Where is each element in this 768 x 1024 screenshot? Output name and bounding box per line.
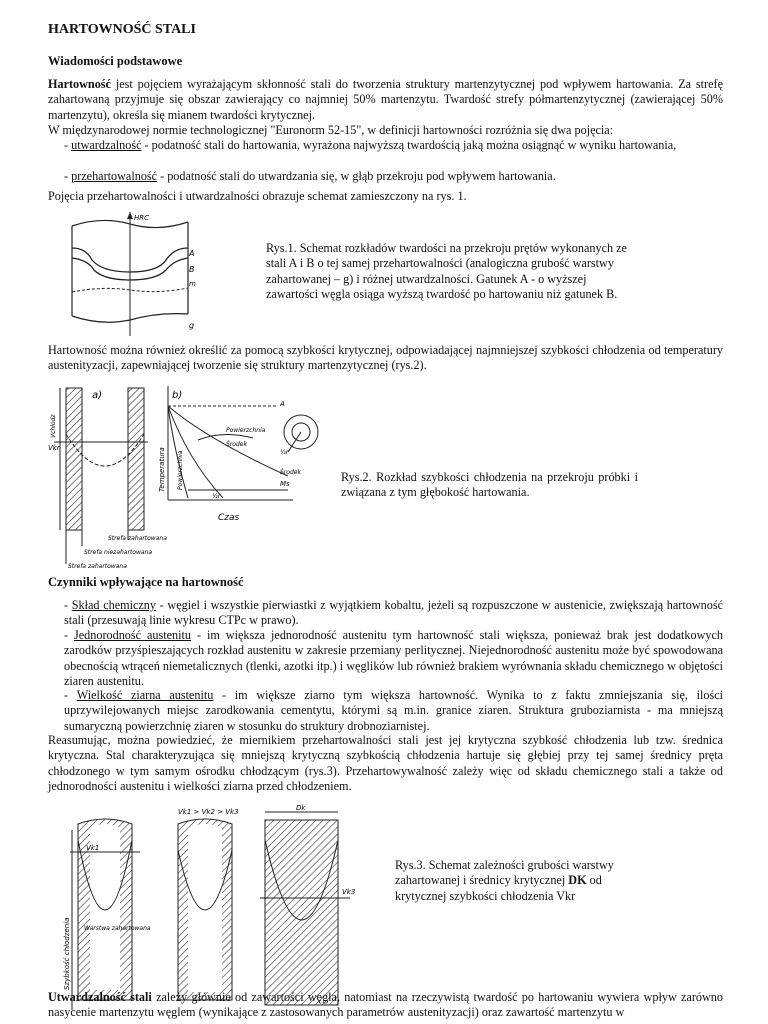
paragraph-utwardzalnosc-stali (48, 990, 723, 1021)
term-wielkosc-ziarna: Wielkość ziarna austenitu (76, 688, 214, 702)
bullet-wielkosc-ziarna: - Wielkość ziarna austenitu - im większe ziarno tym większa hartowność. Wynika to z faktu zmniejszania się, ilości uprzywilejowanych miejsc zarodkowania cementytu, którymi są m.in. granice ziaren. Struktura gruboziarnista - ma mniejszą sumaryczną powierzchnię ziaren w stosunku do struktury drobnoziarnistej. (64, 688, 724, 733)
fig2-label-a: a) (92, 390, 103, 401)
paragraph-reasumujac: Reasumując, można powiedzieć, że miernikiem przehartowalności stali jest jej krytyczna szybkość chłodzenia lub tzw. średnica krytyczna. Stal charakteryzująca się mniejszą krytyczną szybkością chłodzenia hartuje się głębiej przy tej samej średnicy pręta chłodzonego w tym samym ośrodku chłodzącym (rys.3). Przehartowywalność zależy więc od składu chemicznego stali a także od jednorodności austenitu i wielkości ziarna przed chłodzeniem. (48, 733, 723, 793)
fig3-rod-1 (63, 819, 151, 1010)
paragraph-euronorm: W międzynarodowej normie technologicznej "Euronorm 52-15", w definicji hartowności rozróżnia się dwa pojęcia: (48, 123, 614, 137)
figure-3-caption (395, 858, 640, 904)
figure-3-critical-diameter-diagram (60, 800, 360, 1020)
figure-2-cooling-diagram (48, 380, 323, 570)
term-jednorodnosc: Jednorodność austenitu (74, 628, 192, 642)
paragraph-szybkosc-krytyczna: Hartowność można również określić za pomocą szybkości krytycznej, odpowiadającej najmniejszej szybkości chłodzenia od temperatury austenityzacji, zapewniającej tworzenie się struktury martenzytycznej (rys.2). (48, 343, 723, 373)
fig2a-rod-section (48, 388, 148, 530)
fig2b-cooling-curves (158, 386, 293, 523)
bullet-text: - podatność stali do hartowania, wyrażona najwyższą twardością jaką można osiągnąć w wyniku hartowania, (141, 138, 677, 152)
fig2-label-vchl: Vchłodz (50, 414, 57, 438)
term-hartownosc: Hartowność (48, 77, 111, 91)
fig2-cross-section (280, 415, 318, 476)
fig2-label-srodek: Środek (226, 441, 247, 448)
fig1-label-g: g (189, 321, 195, 330)
fig2-label-powierzchnia: Powierzchnia (226, 427, 266, 434)
caption-text-2: od krytycznej szybkości chłodzenia Vkr (395, 873, 602, 903)
figure-1-caption: Rys.1. Schemat rozkładów twardości na przekroju prętów wykonanych ze stali A i B o tej samej przehartowalności (analogiczna grubość warstwy zahartowanej – g) i różnej utwardzalności. Gatunek A - o wyższej zawartości węgla osiąga wyższą twardość po hartowaniu niż gatunek B. (266, 241, 627, 301)
fig2-label-vkr: Vkr (48, 444, 60, 452)
caption-text: Rys.3. Schemat zależności grubości warstwy zahartowanej i średnicy krytycznej (395, 858, 614, 888)
fig2-zone-legend (66, 530, 167, 570)
fig2-label-ms: Ms (280, 480, 290, 488)
fig2-label-A: A (280, 400, 285, 408)
fig3-label-vk1: Vk1 (86, 844, 100, 852)
fig2-label-half-r-c: ½r (280, 449, 289, 456)
paragraph-text: zależy głównie od zawartości węgla, natomiast na rzeczywistą twardość po hartowaniu wywiera wpływ zarówno nasycenie martenzytu węglem (wynikające z zastosowanych parametrów austenityzacji) oraz zawartość martenzytu w (48, 990, 723, 1020)
paragraph-text: jest pojęciem wyrażającym skłonność stali do tworzenia struktury martenzytycznej pod wpływem hartowania. Za strefę zahartowaną przyjmuje się obszar zawierający co najmniej 50% martenzytu. Twardość strefy półmartenzytycznej (zawierającej 50% martenzytu), określa się mianem twardości krytycznej. (48, 77, 723, 122)
section-heading-basics: Wiadomości podstawowe (48, 54, 183, 68)
term-utwardzalnosc-stali: Utwardzalność stali (48, 990, 152, 1004)
fig3-rod-2 (178, 819, 232, 1000)
figure-1-hardness-diagram (62, 208, 202, 346)
bullet-sklad-chemiczny: - Skład chemiczny - węgiel i wszystkie pierwiastki z wyjątkiem kobaltu, jeżeli są rozpuszczone w austenicie, zwiększają hartowność stali (przesuwają linie wykresu CTPc w prawo). (64, 598, 723, 628)
fig3-label-szybkosc: Szybkość chłodzenia (63, 917, 71, 990)
paragraph-hartownosc (48, 77, 723, 123)
fig2-label-strefa-1: Strefa zahartowana (108, 535, 167, 542)
bullet-text: - im większe ziarno tym większa hartowność. Wynika to z faktu zmniejszania się, ilości uprzywilejowanych miejsc zarodkowania cementytu, którymi są m.in. granice ziaren. Struktura gruboziarnista - ma mniejszą sumaryczną powierzchnię ziaren w stosunku do struktury drobnoziarnistej. (64, 688, 724, 733)
caption-dk: DK (568, 873, 587, 888)
fig3-rod-3 (260, 804, 355, 1005)
fig3-label-vk3: Vk3 (342, 888, 356, 896)
fig1-label-hrc: HRC (134, 214, 150, 222)
fig1-label-a: A (189, 249, 195, 258)
bullet-text: - węgiel i wszystkie pierwiastki z wyjątkiem kobaltu, jeżeli są rozpuszczone w austenicie, zwiększają hartowność stali (przesuwają linie wykresu CTPc w prawo). (64, 598, 723, 628)
fig3-label-vk-relation: Vk1 > Vk2 > Vk3 (178, 808, 239, 816)
figure-2-caption: Rys.2. Rozkład szybkości chłodzenia na przekroju próbki i związana z tym głębokość hartowania. (341, 470, 638, 500)
fig2-label-half-r-b: ½r (212, 493, 221, 500)
bullet-text: - podatność stali do utwardzania się, w głąb przekroju pod wpływem hartowania. (157, 169, 556, 183)
term-utwardzalnosc: utwardzalność (71, 138, 142, 152)
fig3-label-dk: Dk (296, 804, 306, 812)
fig2-label-temperatura: Temperatura (158, 447, 166, 492)
fig1-label-b: B (189, 265, 195, 274)
page-title: HARTOWNOŚĆ STALI (48, 22, 196, 37)
section-heading-factors: Czynniki wpływające na hartowność (48, 575, 244, 589)
fig2-label-czas: Czas (218, 513, 240, 523)
bullet-przehartowalnosc: - przehartowalność - podatność stali do utwardzania się, w głąb przekroju pod wpływem hartowania. (64, 169, 556, 183)
term-sklad-chemiczny: Skład chemiczny (71, 598, 156, 612)
fig1-label-m: m (189, 280, 196, 288)
paragraph-rys1-ref: Pojęcia przehartowalności i utwardzalności obrazuje schemat zamieszczony na rys. 1. (48, 189, 467, 203)
fig3-label-warstwa: Warstwa zahartowana (84, 925, 151, 932)
bullet-jednorodnosc: - Jednorodność austenitu - im większa jednorodność austenitu tym hartowność stali większa, ponieważ brak jest dodatkowych zarodków przyśpieszających rozkład austenitu w zakresie przemiany perlitycznej. Niejednorodność austenitu może być spowodowana obecnością wtrąceń niemetalicznych (tlenki, azotki itp.) i węglików lub również brakiem wyrównania składu chemicznego w objętości ziaren austenitu. (64, 628, 723, 688)
bullet-text: - im większa jednorodność austenitu tym hartowność stali większa, ponieważ brak jest dodatkowych zarodków przyśpieszających rozkład austenitu w zakresie przemiany perlitycznej. Niejednorodność austenitu może być spowodowana obecnością wtrąceń niemetalicznych (tlenki, azotki itp.) i węglików lub również brakiem wyrównania składu chemicznego w objętości ziaren austenitu. (64, 628, 723, 688)
fig2-label-srodek-2: Środek (280, 469, 301, 476)
fig2-label-b: b) (172, 390, 183, 401)
bullet-utwardzalnosc: - utwardzalność - podatność stali do hartowania, wyrażona najwyższą twardością jaką można osiągnąć w wyniku hartowania, (64, 138, 677, 152)
term-przehartowalnosc: przehartowalność (71, 169, 158, 183)
fig2-label-powierzchnia-vertical: Powierzchnia (177, 450, 184, 490)
fig2-label-strefa-3: Strefa zahartowana (68, 563, 127, 570)
fig2-label-strefa-2: Strefa niezahartowana (84, 549, 153, 556)
